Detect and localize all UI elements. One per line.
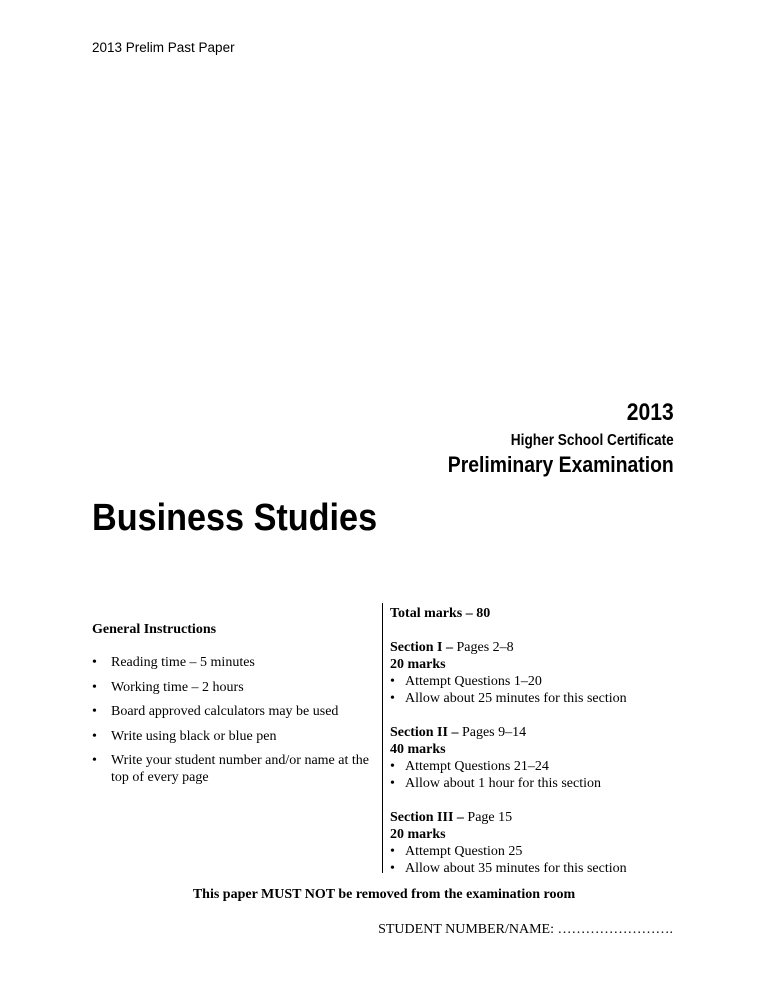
instructions-list xyxy=(92,654,374,786)
column-divider xyxy=(382,603,383,873)
general-instructions xyxy=(92,622,374,794)
section-name: Section III – xyxy=(390,810,464,825)
section-items xyxy=(390,843,690,877)
section-marks: 40 marks xyxy=(390,742,446,757)
section-marks: 20 marks xyxy=(390,657,446,672)
certificate-name: Higher School Certificate xyxy=(511,432,674,449)
section-item: • Attempt Question 25 xyxy=(390,843,690,860)
instruction-item: • Write your student number and/or name at the top of every page xyxy=(92,752,374,786)
section-pages: Pages 9–14 xyxy=(458,725,527,740)
instruction-item: • Write using black or blue pen xyxy=(92,728,374,745)
instruction-item: • Reading time – 5 minutes xyxy=(92,654,374,671)
section-marks: 20 marks xyxy=(390,827,446,842)
section-title xyxy=(390,809,690,826)
exam-name: Preliminary Examination xyxy=(448,452,674,477)
instruction-item: • Board approved calculators may be used xyxy=(92,703,374,720)
section-title xyxy=(390,639,690,656)
title-block xyxy=(417,398,674,479)
section-1 xyxy=(390,639,690,707)
general-instructions-heading: General Instructions xyxy=(92,622,217,637)
section-items xyxy=(390,758,690,792)
subject-title: Business Studies xyxy=(92,497,378,539)
section-name: Section I – xyxy=(390,640,453,655)
removal-notice: This paper MUST NOT be removed from the examination room xyxy=(192,887,576,902)
section-item: • Allow about 25 minutes for this section xyxy=(390,690,690,707)
section-item: • Attempt Questions 1–20 xyxy=(390,673,690,690)
section-2 xyxy=(390,724,690,792)
instruction-item: • Working time – 2 hours xyxy=(92,679,374,696)
student-number-field: STUDENT NUMBER/NAME: ……………………. xyxy=(378,922,673,937)
total-marks: Total marks – 80 xyxy=(390,606,491,621)
section-title xyxy=(390,724,690,741)
section-item: • Allow about 1 hour for this section xyxy=(390,775,690,792)
section-item: • Allow about 35 minutes for this section xyxy=(390,860,690,877)
section-pages: Page 15 xyxy=(463,810,513,825)
section-item: • Attempt Questions 21–24 xyxy=(390,758,690,775)
header-note: 2013 Prelim Past Paper xyxy=(92,40,235,55)
section-name: Section II – xyxy=(390,725,459,740)
sections-panel xyxy=(390,605,690,894)
section-pages: Pages 2–8 xyxy=(453,640,514,655)
exam-year: 2013 xyxy=(627,399,674,426)
section-items xyxy=(390,673,690,707)
section-3 xyxy=(390,809,690,877)
